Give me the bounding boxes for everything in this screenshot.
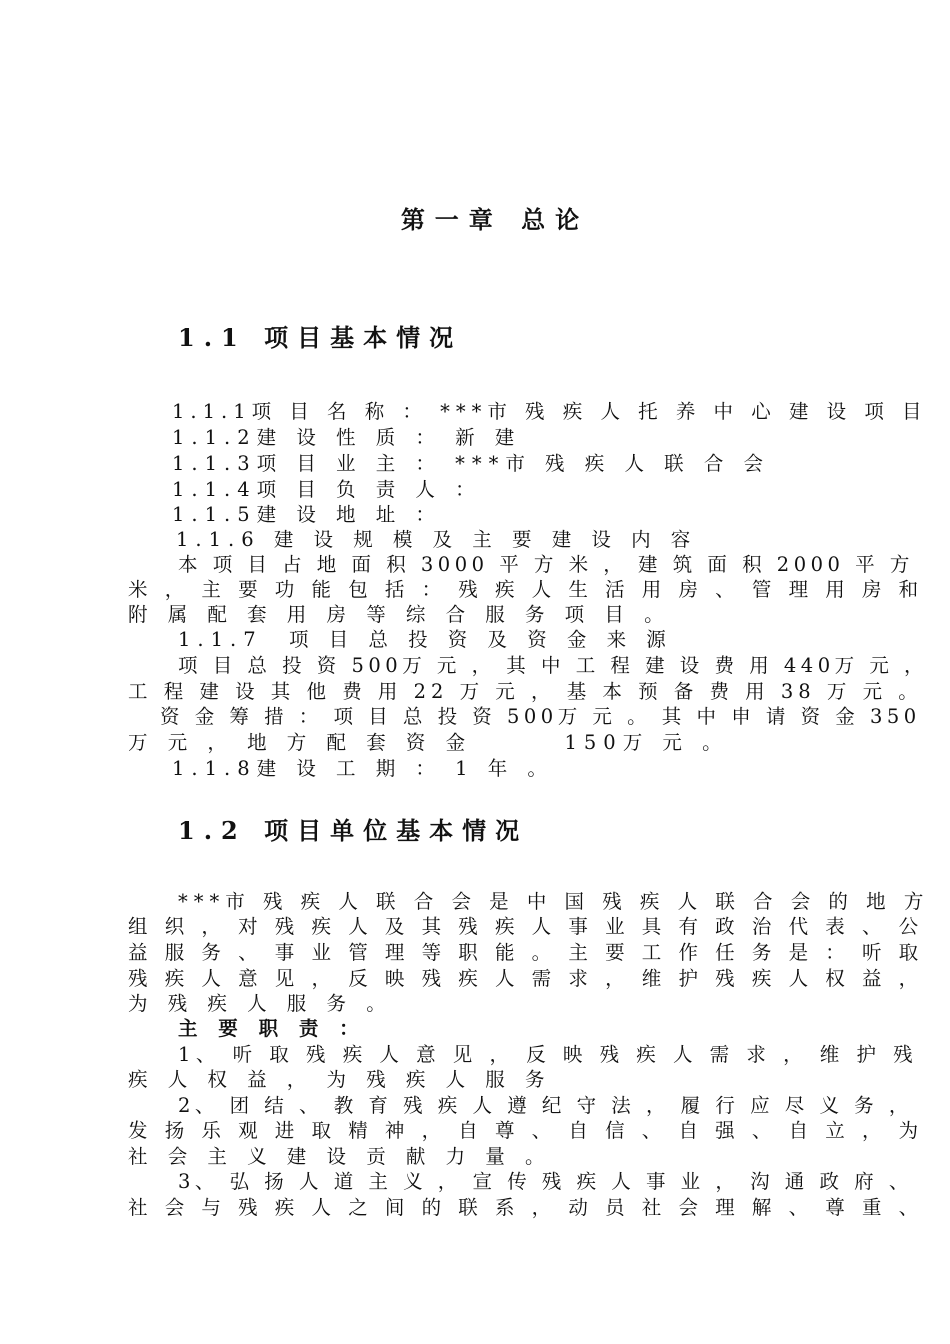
paragraph-line: 资 金 筹 措 ： 项 目 总 投 资 500万 元 。 其 中 申 请 资 金 350 — [160, 705, 921, 728]
duty-line: 1、 听 取 残 疾 人 意 见 ， 反 映 残 疾 人 需 求 ， 维 护 残 — [178, 1043, 919, 1066]
item-construction-nature: 1.1.2建 设 性 质 ： 新 建 — [172, 426, 522, 449]
item-project-name: 1.1.1项 目 名 称 ： ***市 残 疾 人 托 养 中 心 建 设 项 目 — [172, 400, 928, 423]
paragraph-line: 益 服 务 、 事 业 管 理 等 职 能 。 主 要 工 作 任 务 是 ： 听 取 — [128, 941, 924, 964]
paragraph-line: 米 ， 主 要 功 能 包 括 ： 残 疾 人 生 活 用 房 、 管 理 用 房 和 — [128, 578, 924, 601]
item-project-owner: 1.1.3项 目 业 主 ： ***市 残 疾 人 联 合 会 — [172, 452, 771, 475]
item-scale-heading: 1.1.6 建 设 规 模 及 主 要 建 设 内 容 — [176, 528, 698, 551]
paragraph-line: 为 残 疾 人 服 务 。 — [128, 992, 393, 1015]
paragraph-line: ***市 残 疾 人 联 合 会 是 中 国 残 疾 人 联 合 会 的 地 方 — [178, 890, 930, 913]
duty-line: 疾 人 权 益 ， 为 残 疾 人 服 务 — [128, 1068, 552, 1091]
duties-label: 主 要 职 责 ： — [178, 1017, 366, 1040]
chapter-title: 第一章 总论 — [400, 205, 590, 234]
paragraph-line: 附 属 配 套 用 房 等 综 合 服 务 项 目 。 — [128, 603, 671, 626]
paragraph-line: 残 疾 人 意 见 ， 反 映 残 疾 人 需 求 ， 维 护 残 疾 人 权 益 ， — [128, 967, 924, 990]
item-construction-address: 1.1.5建 设 地 址 ： — [172, 503, 442, 526]
section-heading-1-1: 1.1 项目基本情况 — [178, 323, 463, 352]
paragraph-line: 组 织 ， 对 残 疾 人 及 其 残 疾 人 事 业 具 有 政 治 代 表 、 公 — [128, 915, 924, 938]
item-investment-heading: 1.1.7 项 目 总 投 资 及 资 金 来 源 — [178, 628, 673, 651]
duty-line: 社 会 与 残 疾 人 之 间 的 联 系 ， 动 员 社 会 理 解 、 尊 重 、 — [128, 1196, 924, 1219]
duty-line: 社 会 主 义 建 设 贡 献 力 量 。 — [128, 1145, 552, 1168]
item-construction-period: 1.1.8建 设 工 期 ： 1 年 。 — [172, 757, 554, 780]
section-heading-1-2: 1.2 项目单位基本情况 — [178, 816, 529, 845]
paragraph-line: 项 目 总 投 资 500万 元 ， 其 中 工 程 建 设 费 用 440万 元 ， — [178, 654, 929, 677]
duty-line: 发 扬 乐 观 进 取 精 神 ， 自 尊 、 自 信 、 自 强 、 自 立 ， 为 — [128, 1119, 924, 1142]
paragraph-line: 万 元 ， 地 方 配 套 资 金 150万 元 。 — [128, 731, 729, 754]
paragraph-line: 工 程 建 设 其 他 费 用 22 万 元 ， 基 本 预 备 费 用 38 万 元 。 — [128, 680, 923, 703]
duty-line: 2、 团 结 、 教 育 残 疾 人 遵 纪 守 法 ， 履 行 应 尽 义 务 ， — [178, 1094, 913, 1117]
item-project-leader: 1.1.4项 目 负 责 人 ： — [172, 478, 482, 501]
paragraph-line: 本 项 目 占 地 面 积 3000 平 方 米 ， 建 筑 面 积 2000 平 方 — [178, 553, 914, 576]
duty-line: 3、 弘 扬 人 道 主 义 ， 宣 传 残 疾 人 事 业 ， 沟 通 政 府 、 — [178, 1170, 913, 1193]
